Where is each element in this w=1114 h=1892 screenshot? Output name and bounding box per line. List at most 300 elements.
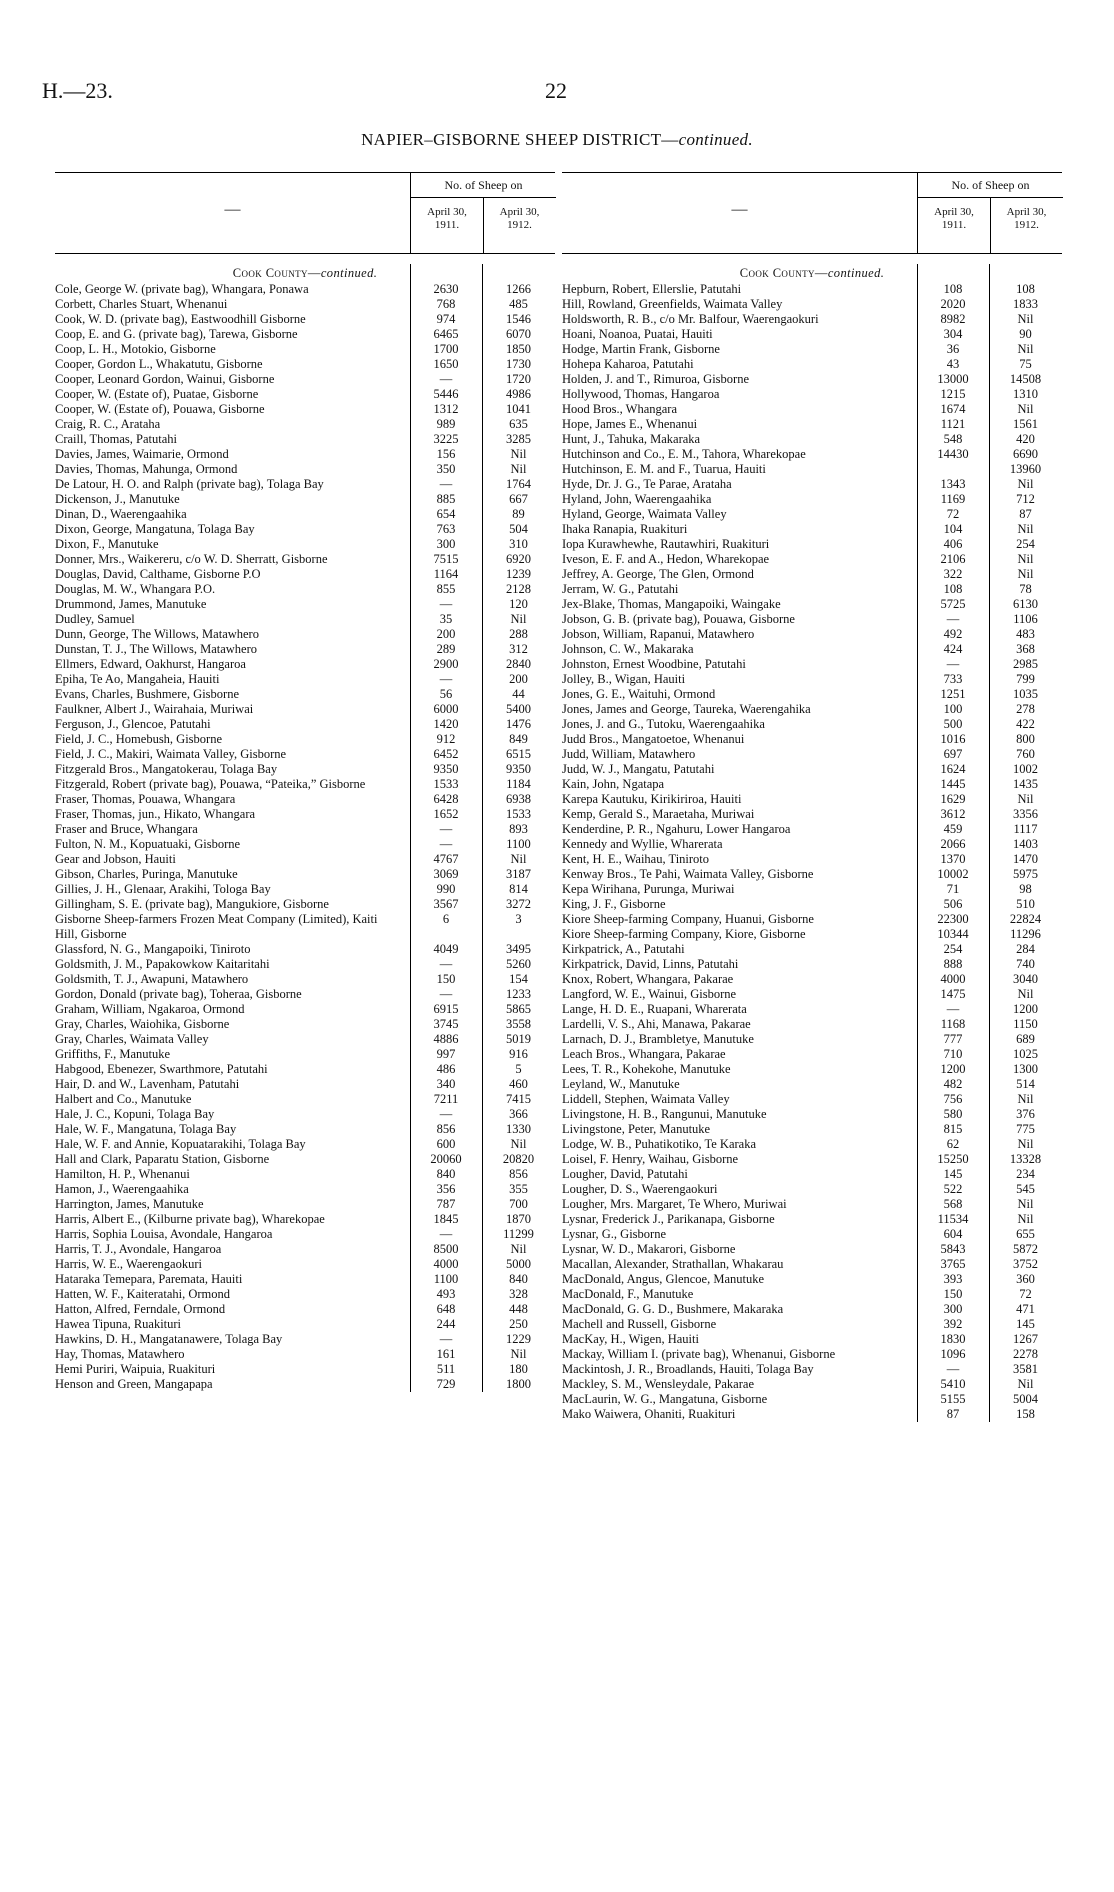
sheep-1911-cell: — — [439, 1332, 453, 1346]
sheep-1912-cell: 4986 — [506, 387, 531, 401]
owner-name-cell: Mako Waiwera, Ohaniti, Ruakituri — [562, 1407, 736, 1421]
sheep-1911-cell: 1370 — [940, 852, 966, 866]
sheep-1911-cell: 2066 — [940, 837, 966, 851]
sheep-1912-cell: 6690 — [1013, 447, 1038, 461]
table-row — [55, 1017, 555, 1032]
sheep-1911-cell: 1624 — [940, 762, 966, 776]
sheep-1912-cell: Nil — [510, 1347, 527, 1361]
sheep-1911-cell: — — [439, 1227, 453, 1241]
owner-name-cell: Habgood, Ebenezer, Swarthmore, Patutahi — [55, 1062, 268, 1076]
sheep-1912-cell: 368 — [1016, 642, 1035, 656]
sheep-1912-cell: 740 — [1016, 957, 1035, 971]
sheep-1911-cell: 9350 — [433, 762, 459, 776]
page-title — [0, 130, 1114, 150]
sheep-1911-cell: 1845 — [433, 1212, 459, 1226]
table-row — [562, 282, 1062, 297]
table-row — [562, 642, 1062, 657]
sheep-1911-cell: 22300 — [937, 912, 969, 926]
sheep-1912-cell: 2840 — [506, 657, 531, 671]
sheep-1912-cell: Nil — [1017, 987, 1034, 1001]
table-row — [562, 1392, 1062, 1407]
table-row — [55, 942, 555, 957]
owner-name-cell: Fraser, Thomas, jun., Hikato, Whangara — [55, 807, 256, 821]
owner-name-cell: Lougher, David, Patutahi — [562, 1167, 688, 1181]
owner-name-cell: Lougher, D. S., Waerengaokuri — [562, 1182, 718, 1196]
table-row — [55, 1227, 555, 1242]
sheep-1912-cell: 1239 — [506, 567, 531, 581]
sheep-1912-cell: 145 — [1016, 1317, 1035, 1331]
sheep-1911-cell: 156 — [436, 447, 456, 461]
table-row — [55, 567, 555, 582]
sheep-count-group — [917, 173, 1063, 253]
table-row — [562, 477, 1062, 492]
sheep-1911-cell: 15250 — [937, 1152, 969, 1166]
sheep-1911-cell: 72 — [946, 507, 960, 521]
table-row — [55, 747, 555, 762]
table-row — [55, 1062, 555, 1077]
sheep-1912-cell: 856 — [509, 1167, 528, 1181]
sheep-1911-cell: 777 — [943, 1032, 963, 1046]
sheep-1911-cell: 1100 — [433, 1272, 459, 1286]
sheep-1911-cell: 300 — [436, 537, 456, 551]
sheep-1911-cell: 6000 — [433, 702, 459, 716]
table-row — [55, 387, 555, 402]
owner-name-cell: Cole, George W. (private bag), Whangara, Ponawa — [55, 282, 309, 296]
owner-name-cell: Kain, John, Ngatapa — [562, 777, 665, 791]
table-row — [562, 1167, 1062, 1182]
table-header — [55, 172, 555, 254]
sheep-1912-cell: 284 — [1016, 942, 1035, 956]
owner-name-cell: MacKay, H., Wigen, Hauiti — [562, 1332, 699, 1346]
table-row — [55, 822, 555, 837]
sheep-1912-cell: 13960 — [1009, 462, 1042, 476]
sheep-1912-cell: 1435 — [1013, 777, 1038, 791]
sheep-1912-cell: 72 — [1019, 1287, 1032, 1301]
sheep-1911-cell: 511 — [436, 1362, 456, 1376]
sheep-1911-cell: 356 — [436, 1182, 456, 1196]
sheep-1912-cell: 1041 — [506, 402, 531, 416]
table-row — [55, 357, 555, 372]
table-row — [562, 1152, 1062, 1167]
owner-name-cell: Craig, R. C., Arataha — [55, 417, 161, 431]
table-row — [562, 297, 1062, 312]
owner-name-cell: Hutchinson and Co., E. M., Tahora, Wharekopae — [562, 447, 806, 461]
table-row — [562, 1122, 1062, 1137]
table-row — [562, 582, 1062, 597]
table-row — [562, 1032, 1062, 1047]
owner-name-cell: Goldsmith, J. M., Papakowkow Kaitaritahi — [55, 957, 270, 971]
sheep-1912-cell: Nil — [510, 612, 527, 626]
sheep-1912-cell: 108 — [1016, 282, 1035, 296]
owner-name-cell: Hawkins, D. H., Mangatanawere, Tolaga Bay — [55, 1332, 283, 1346]
sheep-1912-cell: 75 — [1019, 357, 1032, 371]
sheep-1911-cell: 733 — [943, 672, 963, 686]
owner-name-cell: Hyland, George, Waimata Valley — [562, 507, 727, 521]
table-row — [55, 1332, 555, 1347]
owner-name-cell: MacDonald, G. G. D., Bushmere, Makaraka — [562, 1302, 784, 1316]
sheep-1911-cell: 4049 — [433, 942, 459, 956]
owner-name-cell: Dixon, George, Mangatuna, Tolaga Bay — [55, 522, 255, 536]
table-row — [562, 1347, 1062, 1362]
table-row — [55, 312, 555, 327]
table-row — [55, 1152, 555, 1167]
table-row — [55, 897, 555, 912]
table-row — [55, 582, 555, 597]
sheep-1911-cell: 815 — [943, 1122, 963, 1136]
owner-name-cell: Jones, James and George, Taureka, Waerengahika — [562, 702, 811, 716]
page-header — [0, 0, 1114, 160]
table-row — [55, 762, 555, 777]
sheep-1911-cell: 3567 — [433, 897, 459, 911]
sheep-1912-cell: 250 — [509, 1317, 528, 1331]
sheep-1911-cell: — — [946, 1362, 960, 1376]
owner-name-cell: Dinan, D., Waerengaahika — [55, 507, 187, 521]
owner-name-cell: Hepburn, Robert, Ellerslie, Patutahi — [562, 282, 742, 296]
sheep-1912-cell: Nil — [1017, 1197, 1034, 1211]
section-heading: Cook County—continued. — [739, 266, 885, 280]
owner-name-cell: Henson and Green, Mangapapa — [55, 1377, 213, 1391]
owner-name-cell: Davies, James, Waimarie, Ormond — [55, 447, 229, 461]
sheep-1912-cell: 635 — [509, 417, 528, 431]
sheep-1911-cell: 840 — [436, 1167, 456, 1181]
owner-name-cell: Kepa Wirihana, Purunga, Muriwai — [562, 882, 735, 896]
owner-name-cell: Iopa Kurawhewhe, Rautawhiri, Ruakituri — [562, 537, 770, 551]
sheep-1911-cell: 87 — [946, 1407, 960, 1421]
sheep-1911-cell: 71 — [946, 882, 960, 896]
sheep-1912-cell: 760 — [1016, 747, 1035, 761]
owner-name-cell: Gear and Jobson, Hauiti — [55, 852, 176, 866]
owner-name-cell: Faulkner, Albert J., Wairahaia, Muriwai — [55, 702, 254, 716]
table-row — [562, 432, 1062, 447]
sheep-1911-cell: 244 — [436, 1317, 456, 1331]
table-row — [55, 1077, 555, 1092]
owner-name-cell: Hay, Thomas, Matawhero — [55, 1347, 185, 1361]
table-row — [562, 942, 1062, 957]
table-row — [562, 342, 1062, 357]
sheep-1912-cell: Nil — [1017, 1212, 1034, 1226]
sheep-1912-cell: Nil — [1017, 522, 1034, 536]
sheep-1912-cell: 460 — [509, 1077, 528, 1091]
owner-name-cell: Cook, W. D. (private bag), Eastwoodhill Gisborne — [55, 312, 306, 326]
sheep-1912-cell: 1266 — [506, 282, 531, 296]
table-row — [55, 807, 555, 822]
sheep-1911-cell: 108 — [943, 582, 963, 596]
page-number: 22 — [545, 78, 567, 103]
sheep-1911-cell: 989 — [436, 417, 456, 431]
table-row — [562, 1137, 1062, 1152]
sheep-1911-cell: 459 — [943, 822, 963, 836]
owner-name-cell: Iveson, E. F. and A., Hedon, Wharekopae — [562, 552, 770, 566]
owner-name-cell: Hatton, Alfred, Ferndale, Ormond — [55, 1302, 226, 1316]
sheep-1912-cell: 3 — [515, 912, 522, 926]
table-row — [55, 1032, 555, 1047]
owner-name-cell: Field, J. C., Homebush, Gisborne — [55, 732, 223, 746]
table-row — [55, 912, 555, 942]
group-label: No. of Sheep on — [918, 173, 1063, 198]
sheep-1911-cell: 6915 — [433, 1002, 459, 1016]
sheep-1911-cell: 14430 — [937, 447, 969, 461]
table-row — [562, 327, 1062, 342]
sheep-1911-cell: 648 — [436, 1302, 456, 1316]
col-1911-header: April 30, 1911. — [934, 206, 974, 231]
sheep-1911-cell: 1164 — [433, 567, 459, 581]
table-row — [55, 1317, 555, 1332]
table-row — [562, 927, 1062, 942]
sheep-1912-cell: 3187 — [506, 867, 531, 881]
sheep-1912-cell: 1730 — [506, 357, 531, 371]
name-column-header: — — [224, 201, 241, 218]
sheep-1912-cell: 376 — [1016, 1107, 1035, 1121]
sheep-1911-cell: 200 — [436, 627, 456, 641]
table-row — [562, 417, 1062, 432]
sheep-1912-cell: 9350 — [506, 762, 531, 776]
table-row — [55, 522, 555, 537]
table-row — [55, 1302, 555, 1317]
sheep-1912-cell: 849 — [509, 732, 528, 746]
owner-name-cell: Fitzgerald, Robert (private bag), Pouawa, “Pateika,” Gisborne — [55, 777, 366, 791]
table-row — [562, 1077, 1062, 1092]
sheep-1912-cell: 3040 — [1013, 972, 1038, 986]
sheep-1912-cell: 1764 — [506, 477, 531, 491]
sheep-1911-cell: 7211 — [433, 1092, 459, 1106]
owner-name-cell: Harris, Sophia Louisa, Avondale, Hangaroa — [55, 1227, 273, 1241]
owner-name-cell: Jobson, G. B. (private bag), Pouawa, Gisborne — [562, 612, 795, 626]
table-row — [55, 1212, 555, 1227]
owner-name-cell: Hale, W. F., Mangatuna, Tolaga Bay — [55, 1122, 237, 1136]
sheep-1911-cell: 4886 — [433, 1032, 459, 1046]
sheep-1912-cell: 6130 — [1013, 597, 1038, 611]
owner-name-cell: Judd, William, Matawhero — [562, 747, 696, 761]
sheep-1912-cell: 154 — [509, 972, 528, 986]
table-row — [562, 372, 1062, 387]
owner-name-cell: Dunn, George, The Willows, Matawhero — [55, 627, 259, 641]
owner-name-cell: Jeffrey, A. George, The Glen, Ormond — [562, 567, 754, 581]
sheep-1911-cell: 8500 — [433, 1242, 459, 1256]
owner-name-cell: Mackintosh, J. R., Broadlands, Hauiti, Tolaga Bay — [562, 1362, 814, 1376]
table-row — [562, 897, 1062, 912]
sheep-1912-cell: 44 — [512, 687, 525, 701]
sheep-1912-cell: Nil — [510, 852, 527, 866]
owner-name-cell: Dixon, F., Manutuke — [55, 537, 159, 551]
table-row — [55, 852, 555, 867]
table-row — [562, 987, 1062, 1002]
owner-name-cell: Cooper, Gordon L., Whakatutu, Gisborne — [55, 357, 263, 371]
owner-name-cell: Hale, W. F. and Annie, Kopuatarakihi, Tolaga Bay — [55, 1137, 306, 1151]
sheep-1911-cell: 604 — [943, 1227, 963, 1241]
sheep-1911-cell: — — [439, 597, 453, 611]
sheep-1912-cell: Nil — [510, 1242, 527, 1256]
sheep-1911-cell: — — [439, 672, 453, 686]
owner-name-cell: Kennedy and Wyllie, Wharerata — [562, 837, 723, 851]
sheep-1912-cell: Nil — [1017, 312, 1034, 326]
table-row — [55, 1167, 555, 1182]
sheep-1912-cell: 1870 — [506, 1212, 531, 1226]
owner-name-cell: Douglas, David, Calthame, Gisborne P.O — [55, 567, 261, 581]
sheep-1912-cell: 916 — [509, 1047, 528, 1061]
sheep-1912-cell: Nil — [1017, 477, 1034, 491]
col-1912-header: April 30, 1912. — [990, 198, 1062, 253]
sheep-1911-cell: 1096 — [940, 1347, 966, 1361]
table-row — [562, 387, 1062, 402]
sheep-1912-cell: 5004 — [1013, 1392, 1038, 1406]
sheep-1911-cell: 2106 — [940, 552, 966, 566]
table-header — [562, 172, 1062, 254]
owner-name-cell: Kirkpatrick, David, Linns, Patutahi — [562, 957, 739, 971]
table-row — [562, 1227, 1062, 1242]
col-1911-header: April 30, 1911. — [427, 206, 467, 231]
sheep-1912-cell: 78 — [1019, 582, 1032, 596]
sheep-1912-cell: Nil — [1017, 342, 1034, 356]
sheep-1911-cell: 1475 — [940, 987, 966, 1001]
sheep-count-group — [410, 173, 556, 253]
owner-name-cell: Langford, W. E., Wainui, Gisborne — [562, 987, 737, 1001]
table-row — [55, 1347, 555, 1362]
table-row — [55, 642, 555, 657]
table-row — [562, 312, 1062, 327]
owner-name-cell: Harris, Albert E., (Kilburne private bag), Wharekopae — [55, 1212, 325, 1226]
sheep-1912-cell: 11296 — [1010, 927, 1041, 941]
owner-name-cell: Kenderdine, P. R., Ngahuru, Lower Hangaroa — [562, 822, 791, 836]
table-row — [562, 882, 1062, 897]
sheep-1911-cell: 3745 — [433, 1017, 459, 1031]
sheep-1912-cell: 1233 — [506, 987, 531, 1001]
sheep-1912-cell: 6070 — [506, 327, 531, 341]
sheep-1912-cell: 700 — [509, 1197, 528, 1211]
owner-name-cell: Kirkpatrick, A., Patutahi — [562, 942, 685, 956]
sheep-1912-cell: 3581 — [1013, 1362, 1038, 1376]
table-row — [562, 1377, 1062, 1392]
table-row — [55, 1287, 555, 1302]
sheep-1911-cell: 406 — [943, 537, 963, 551]
owner-name-cell: Epiha, Te Ao, Mangaheia, Hauiti — [55, 672, 220, 686]
sheep-1911-cell: 1445 — [940, 777, 966, 791]
table-row — [55, 372, 555, 387]
sheep-1911-cell: — — [439, 987, 453, 1001]
table-row — [562, 1272, 1062, 1287]
sheep-1911-cell: 161 — [436, 1347, 456, 1361]
owner-name-cell: Kent, H. E., Waihau, Tiniroto — [562, 852, 710, 866]
sheep-1911-cell: 506 — [943, 897, 963, 911]
owner-name-cell: Jerram, W. G., Patutahi — [562, 582, 679, 596]
table-row — [562, 402, 1062, 417]
owner-name-cell: Lodge, W. B., Puhatikotiko, Te Karaka — [562, 1137, 757, 1151]
sheep-1911-cell: 10344 — [937, 927, 969, 941]
sheep-1912-cell: 366 — [509, 1107, 528, 1121]
sheep-1912-cell: 504 — [509, 522, 528, 536]
owner-name-cell: Hale, J. C., Kopuni, Tolaga Bay — [55, 1107, 215, 1121]
sheep-1912-cell: Nil — [510, 1137, 527, 1151]
owner-name-cell: Goldsmith, T. J., Awapuni, Matawhero — [55, 972, 249, 986]
sheep-1912-cell: 158 — [1016, 1407, 1035, 1421]
owner-name-cell: Liddell, Stephen, Waimata Valley — [562, 1092, 730, 1106]
sheep-1911-cell: — — [439, 477, 453, 491]
owner-name-cell: Harris, T. J., Avondale, Hangaroa — [55, 1242, 222, 1256]
owner-name-cell: Kemp, Gerald S., Maraetaha, Muriwai — [562, 807, 755, 821]
sheep-1911-cell: 787 — [436, 1197, 456, 1211]
owner-name-cell: Drummond, James, Manutuke — [55, 597, 207, 611]
owner-name-cell: Livingstone, H. B., Rangunui, Manutuke — [562, 1107, 767, 1121]
owner-name-cell: Coop, L. H., Motokio, Gisborne — [55, 342, 216, 356]
owner-name-cell: Kiore Sheep-farming Company, Kiore, Gisborne — [562, 927, 806, 941]
owner-name-cell: Davies, Thomas, Mahunga, Ormond — [55, 462, 238, 476]
table-row — [55, 447, 555, 462]
owner-name-cell: Halbert and Co., Manutuke — [55, 1092, 192, 1106]
table-row — [562, 1317, 1062, 1332]
sheep-1912-cell: 3495 — [506, 942, 531, 956]
left-table — [55, 172, 555, 1392]
table-row — [562, 1407, 1062, 1422]
owner-name-cell: Graham, William, Ngakaroa, Ormond — [55, 1002, 245, 1016]
sheep-1912-cell: 1310 — [1013, 387, 1038, 401]
owner-name-cell: Loisel, F. Henry, Waihau, Gisborne — [562, 1152, 739, 1166]
title-italic: continued. — [678, 130, 753, 149]
table-row — [562, 732, 1062, 747]
sheep-1911-cell: 974 — [436, 312, 456, 326]
owner-name-cell: Lardelli, V. S., Ahi, Manawa, Pakarae — [562, 1017, 751, 1031]
sheep-1912-cell: 5865 — [506, 1002, 531, 1016]
table-row — [562, 747, 1062, 762]
owner-name-cell: Fitzgerald Bros., Mangatokerau, Tolaga Bay — [55, 762, 278, 776]
table-row — [55, 1257, 555, 1272]
table-row — [55, 687, 555, 702]
table-row — [562, 1332, 1062, 1347]
owner-name-cell: Kiore Sheep-farming Company, Huanui, Gisborne — [562, 912, 814, 926]
owner-name-cell: Hunt, J., Tahuka, Makaraka — [562, 432, 701, 446]
owner-name-cell: Macallan, Alexander, Strathallan, Whakarau — [562, 1257, 784, 1271]
owner-name-cell: Donner, Mrs., Waikereru, c/o W. D. Sherratt, Gisborne — [55, 552, 328, 566]
group-label: No. of Sheep on — [411, 173, 556, 198]
table-row — [562, 1257, 1062, 1272]
sheep-1911-cell: 100 — [943, 702, 963, 716]
sheep-1911-cell: 6428 — [433, 792, 459, 806]
sheep-1911-cell: 62 — [946, 1137, 960, 1151]
sheep-1911-cell: 1169 — [940, 492, 966, 506]
owner-name-cell: Hope, James E., Whenanui — [562, 417, 698, 431]
owner-name-cell: Leach Bros., Whangara, Pakarae — [562, 1047, 726, 1061]
sheep-1912-cell: 2985 — [1013, 657, 1038, 671]
owner-name-cell: Lysnar, G., Gisborne — [562, 1227, 666, 1241]
sheep-1911-cell: 1652 — [433, 807, 459, 821]
sheep-1912-cell: 655 — [1016, 1227, 1035, 1241]
table-row — [562, 1287, 1062, 1302]
sheep-1912-cell: 14508 — [1009, 372, 1042, 386]
sheep-1911-cell: 763 — [436, 522, 456, 536]
sheep-1912-cell: 6920 — [506, 552, 531, 566]
owner-name-cell: Fraser, Thomas, Pouawa, Whangara — [55, 792, 236, 806]
sheep-1912-cell: 1117 — [1013, 822, 1038, 836]
table-row — [55, 612, 555, 627]
sheep-1911-cell: 1312 — [433, 402, 459, 416]
table-row — [562, 852, 1062, 867]
table-row — [55, 327, 555, 342]
sheep-1912-cell: 3752 — [1013, 1257, 1038, 1271]
sheep-1912-cell: 2278 — [1013, 1347, 1038, 1361]
name-column-header: — — [731, 201, 748, 218]
owner-name-cell: Judd Bros., Mangatoetoe, Whenanui — [562, 732, 745, 746]
sheep-1912-cell: 799 — [1016, 672, 1035, 686]
sheep-1911-cell: — — [946, 657, 960, 671]
table-row — [55, 462, 555, 477]
owner-name-cell: Hollywood, Thomas, Hangaroa — [562, 387, 720, 401]
sheep-1912-cell: 1720 — [506, 372, 531, 386]
table-row — [55, 657, 555, 672]
owner-name-cell: Coop, E. and G. (private bag), Tarewa, Gisborne — [55, 327, 298, 341]
sheep-1912-cell: 355 — [509, 1182, 528, 1196]
owner-name-cell: Harris, W. E., Waerengaokuri — [55, 1257, 202, 1271]
table-row — [55, 297, 555, 312]
owner-name-cell: Craill, Thomas, Patutahi — [55, 432, 177, 446]
table-row — [562, 867, 1062, 882]
